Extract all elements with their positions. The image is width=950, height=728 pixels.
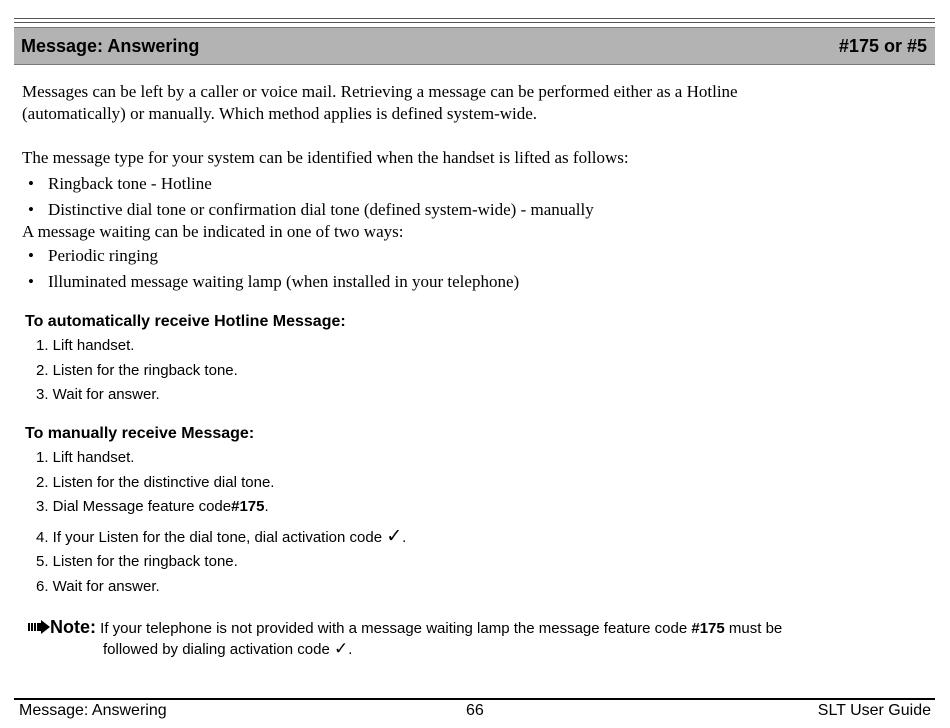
- feature-code: #175 or #5: [838, 36, 927, 56]
- manual-step-4: 4. If your Listen for the dial tone, dial activation code ✓.: [36, 526, 407, 547]
- waiting-bullet-1: • Periodic ringing: [28, 246, 159, 265]
- note-label: Note:: [50, 617, 96, 637]
- manual-heading: To manually receive Message:: [25, 425, 255, 442]
- manual-step-6: 6. Wait for answer.: [36, 578, 160, 595]
- bullet-icon: •: [28, 246, 34, 265]
- note-text: If your telephone is not provided with a message waiting lamp the message feature code #175 must be: [100, 620, 783, 637]
- note: [28, 617, 782, 638]
- manual-step-5: 5. Listen for the ringback tone.: [36, 553, 238, 570]
- waiting-lead: A message waiting can be indicated in one of two ways:: [22, 222, 404, 241]
- page-number: 66: [466, 702, 484, 719]
- waiting-bullet-2: • Illuminated message waiting lamp (when installed in your telephone): [28, 272, 520, 291]
- auto-step-1: 1. Lift handset.: [36, 337, 135, 354]
- auto-step-3: 3. Wait for answer.: [36, 386, 160, 403]
- manual-step-1: 1. Lift handset.: [36, 449, 135, 466]
- footer-title: Message: Answering: [19, 702, 167, 719]
- checkmark-icon: ✓: [333, 639, 349, 658]
- page-title: Message: Answering: [21, 36, 200, 56]
- auto-heading: To automatically receive Hotline Message:: [25, 313, 346, 330]
- footer-guide-name: SLT User Guide: [817, 702, 931, 719]
- bullet-icon: •: [28, 174, 34, 193]
- header-rule-top: [14, 18, 935, 19]
- manual-step-2: 2. Listen for the distinctive dial tone.: [36, 474, 275, 491]
- intro-line-1: Messages can be left by a caller or voice mail. Retrieving a message can be performed either as a Hotline: [22, 82, 738, 101]
- type-lead: The message type for your system can be identified when the handset is lifted as follows:: [22, 148, 629, 167]
- auto-step-2: 2. Listen for the ringback tone.: [36, 362, 238, 379]
- intro-line-2: (automatically) or manually. Which method applies is defined system-wide.: [22, 104, 538, 123]
- manual-step-3: 3. Dial Message feature code#175.: [36, 498, 269, 515]
- type-bullet-1: • Ringback tone - Hotline: [28, 174, 212, 193]
- checkmark-icon: ✓: [386, 526, 403, 547]
- title-bar: [14, 27, 935, 65]
- type-bullet-2: • Distinctive dial tone or confirmation dial tone (defined system-wide) - manually: [28, 200, 594, 219]
- bullet-icon: •: [28, 272, 34, 291]
- arrow-right-icon: [28, 620, 50, 637]
- step3-code: #175: [231, 498, 265, 515]
- bullet-icon: •: [28, 200, 34, 219]
- footer-rule: [14, 698, 935, 700]
- note-line-2: followed by dialing activation code ✓.: [103, 639, 353, 658]
- header-rule-bottom: [14, 22, 935, 23]
